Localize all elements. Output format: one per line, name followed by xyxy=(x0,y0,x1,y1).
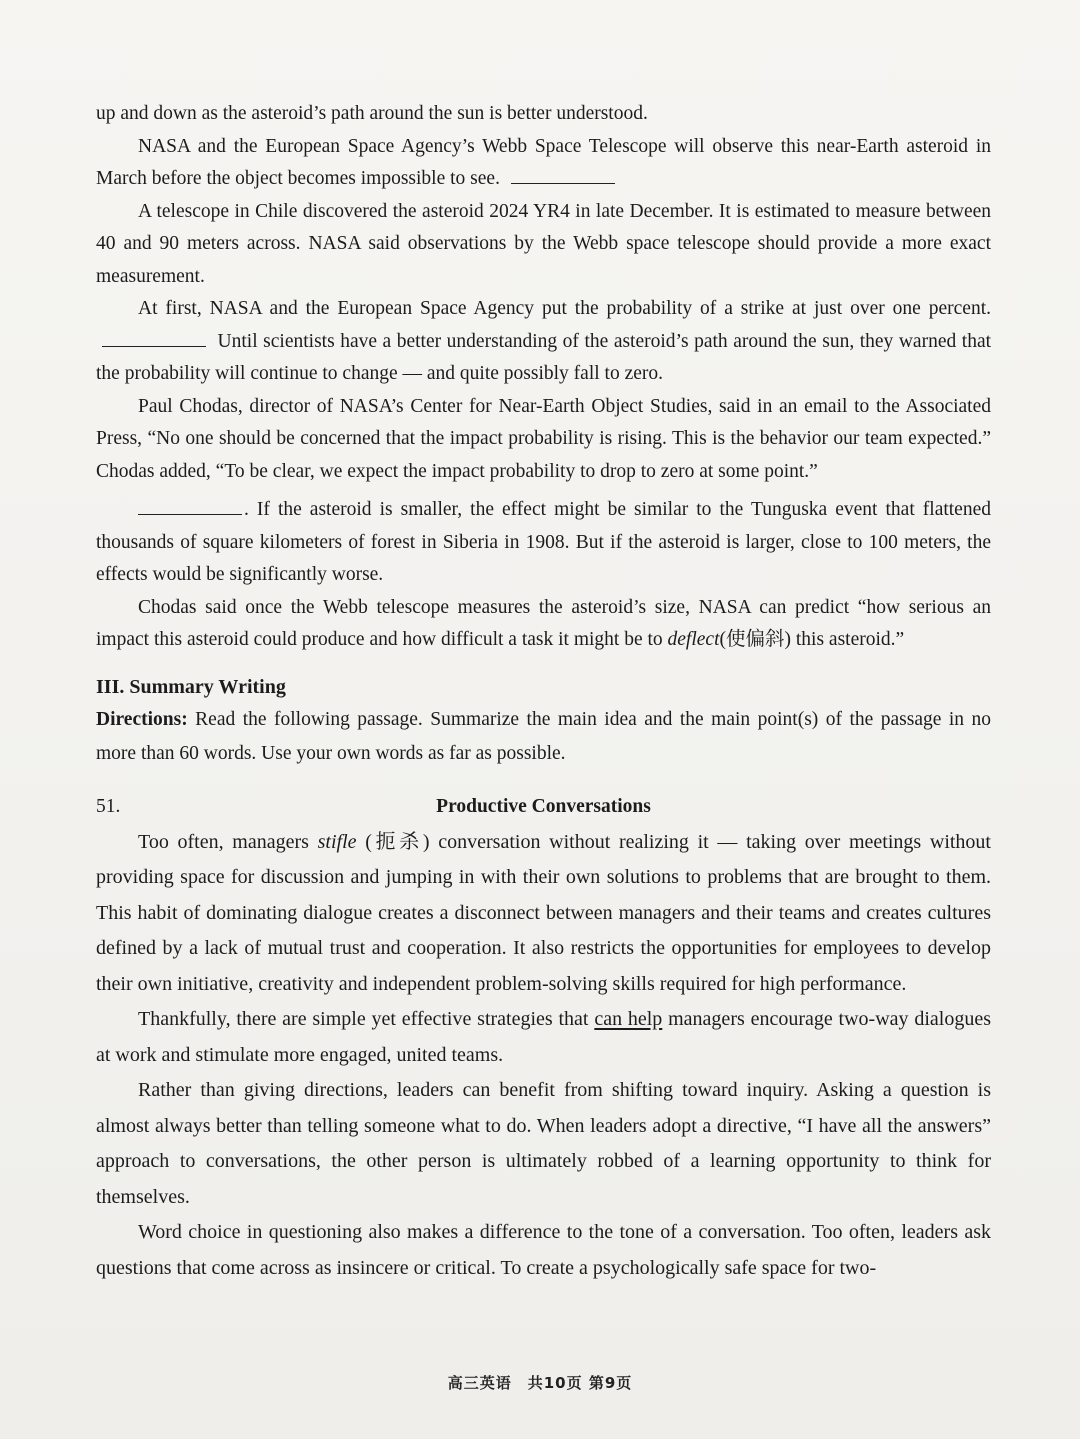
paragraph-text: up and down as the asteroid’s path around the sun is better understood. xyxy=(96,103,648,124)
passage-paragraph-4 xyxy=(96,1215,991,1286)
paragraph-text: Paul Chodas, director of NASA’s Center for Near-Earth Object Studies, said in an email to the Associated Press, “No one should be concerned that the impact probability is rising. This is the behavior our team expected.” Chodas added, “To be clear, we expect the impact probability to drop to zero at some point.” xyxy=(96,395,991,482)
answer-blank xyxy=(102,328,206,347)
article-paragraph-1 xyxy=(96,98,991,131)
vocab-gloss: (使偏斜) xyxy=(719,629,791,650)
paragraph-text: Word choice in questioning also makes a difference to the tone of a conversation. Too often, leaders ask questions that come across as insincere or critical. To create a psychologically safe space for two- xyxy=(96,1221,991,1279)
underlined-phrase: can help xyxy=(594,1008,663,1030)
paragraph-text: Until scientists have a better understanding of the asteroid’s path around the sun, they warned that the probability will continue to change — and quite possibly fall to zero. xyxy=(96,330,992,384)
paragraph-text: conversation without realizing it — taking over meetings without providing space for discussion and jumping in with their own solutions to problems that are brought to them. This habit of dominating dialogue creates a disconnect between managers and their teams and creates cultures defined by a lack of mutual trust and cooperation. It also restricts the opportunities for employees to develop their own initiative, creativity and independent problem-solving skills required for high performance. xyxy=(96,830,991,995)
question-number: 51. xyxy=(96,795,121,817)
article-paragraph-3 xyxy=(96,196,991,294)
directions xyxy=(96,703,991,771)
answer-blank xyxy=(138,496,242,515)
paragraph-text: NASA and the European Space Agency’s Webb Space Telescope will observe this near-Earth asteroid in March before the object becomes impossible to see. xyxy=(96,135,991,189)
passage-title: Productive Conversations xyxy=(436,795,651,817)
passage-paragraph-1 xyxy=(96,825,991,1003)
page-footer: 高三英语 共10页 第9页 xyxy=(447,1374,633,1392)
question-header xyxy=(96,791,991,825)
section-title: III. Summary Writing xyxy=(96,675,286,698)
paragraph-text: managers encourage two-way dialogues at work and stimulate more engaged, united teams. xyxy=(96,1008,991,1066)
paragraph-text: Thankfully, there are simple yet effective strategies that xyxy=(138,1008,589,1030)
paragraph-text: Chodas said once the Webb telescope measures the asteroid’s size, NASA can predict “how serious an impact this asteroid could produce and how difficult a task it might be to xyxy=(96,596,991,650)
vocab-gloss: (扼杀) xyxy=(365,830,430,853)
directions-label: Directions: xyxy=(96,708,188,730)
article-paragraph-2 xyxy=(96,131,991,196)
summary-passage xyxy=(96,825,991,1287)
paragraph-text: this asteroid.” xyxy=(795,629,905,650)
paragraph-text: At first, NASA and the European Space Agency put the probability of a strike at just over one percent. xyxy=(138,298,991,319)
directions-text: Read the following passage. Summarize the main idea and the main point(s) of the passage in no more than 60 words. Use your own words as far as possible. xyxy=(96,708,991,764)
paragraph-text: Rather than giving directions, leaders can benefit from shifting toward inquiry. Asking a question is almost always better than telling someone what to do. When leaders adopt a directive, “I have all the answers” approach to conversations, the other person is ultimately robbed of a learning opportunity to think for themselves. xyxy=(96,1079,991,1208)
vocab-term: deflect xyxy=(667,629,720,650)
paragraph-text: Too often, managers xyxy=(138,830,309,853)
passage-paragraph-3 xyxy=(96,1073,991,1215)
paragraph-text: A telescope in Chile discovered the asteroid 2024 YR4 in late December. It is estimated to measure between 40 and 90 meters across. NASA said observations by the Webb space telescope should provide a more exact measurement. xyxy=(96,200,991,287)
article-paragraph-4 xyxy=(96,293,991,391)
answer-blank xyxy=(511,165,615,184)
article-paragraph-7 xyxy=(96,592,991,657)
passage-paragraph-2 xyxy=(96,1002,991,1073)
article-paragraph-6 xyxy=(96,494,991,592)
page-content xyxy=(96,98,991,1286)
paragraph-text: . If the asteroid is smaller, the effect might be similar to the Tunguska event that flattened thousands of square kilometers of forest in Siberia in 1908. But if the asteroid is larger, close to 100 meters, the effects would be significantly worse. xyxy=(96,499,991,585)
vocab-term: stifle xyxy=(317,830,357,853)
article-paragraph-5 xyxy=(96,391,991,489)
